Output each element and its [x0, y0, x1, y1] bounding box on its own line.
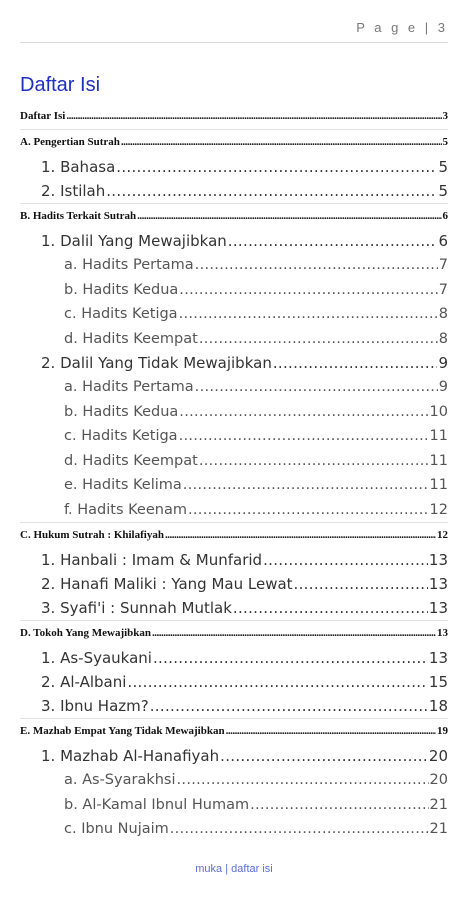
toc-entry-page-number: 11 [429, 452, 448, 469]
toc-dot-leader [273, 351, 438, 375]
toc-entry-page-number: 3 [442, 110, 448, 122]
toc-entry-label: 2. Hanafi Maliki : Yang Mau Lewat [41, 575, 293, 593]
toc-dot-leader [294, 572, 428, 596]
toc-entry-page-number: 21 [429, 821, 448, 837]
toc-entry-label: 2. Dalil Yang Tidak Mewajibkan [41, 354, 272, 372]
toc-entry-page-number: 10 [429, 403, 448, 420]
toc-dot-leader [177, 768, 429, 793]
toc-section-entry[interactable] [20, 718, 448, 744]
toc-subsection-entry[interactable] [20, 229, 448, 253]
toc-entry-page-number: 15 [428, 673, 448, 691]
toc-dot-leader [233, 596, 428, 620]
toc-dot-leader [188, 498, 429, 523]
toc-dot-leader [220, 744, 428, 768]
toc-dot-leader [153, 646, 428, 670]
toc-dot-leader [152, 621, 436, 646]
toc-dot-leader [121, 130, 442, 155]
toc-item-entry[interactable] [20, 449, 448, 474]
toc-dot-leader [228, 229, 438, 253]
toc-entry-page-number: 18 [428, 697, 448, 715]
toc-entry-page-number: 9 [438, 354, 448, 372]
toc-entry-label: a. Hadits Pertama [64, 379, 194, 395]
toc-entry-label: e. Hadits Kelima [64, 477, 182, 493]
toc-entry-label: b. Al-Kamal Ibnul Humam [64, 796, 250, 813]
toc-item-entry[interactable] [20, 498, 448, 523]
toc-section-entry[interactable] [20, 203, 448, 229]
toc-entry-page-number: 13 [428, 575, 448, 593]
toc-entry-label: a. As-Syarakhsi [64, 772, 176, 788]
toc-subsection-entry[interactable] [20, 155, 448, 179]
toc-entry-page-number: 12 [429, 501, 448, 518]
toc-entry-page-number: 20 [428, 747, 448, 765]
toc-subsection-entry[interactable] [20, 548, 448, 572]
toc-dot-leader [263, 548, 428, 572]
toc-entry-page-number: 11 [429, 477, 448, 493]
toc-entry-label: D. Tokoh Yang Mewajibkan [20, 627, 152, 639]
toc-entry-page-number: 13 [437, 627, 448, 639]
toc-entry-label: A. Pengertian Sutrah [20, 136, 120, 148]
toc-section-entry[interactable] [20, 104, 448, 129]
toc-item-entry[interactable] [20, 793, 448, 818]
toc-entry-page-number: 5 [442, 136, 448, 148]
toc-item-entry[interactable] [20, 253, 448, 278]
toc-dot-leader [183, 473, 429, 498]
toc-entry-label: c. Hadits Ketiga [64, 306, 178, 322]
toc-entry-page-number: 5 [438, 182, 448, 200]
toc-entry-label: c. Ibnu Nujaim [64, 821, 169, 837]
toc-entry-label: d. Hadits Keempat [64, 452, 198, 469]
toc-entry-page-number: 20 [429, 772, 448, 788]
toc-entry-page-number: 7 [438, 281, 448, 298]
toc-entry-label: 1. Bahasa [41, 158, 116, 176]
toc-entry-label: Daftar Isi [20, 110, 66, 122]
footer-nav [0, 863, 468, 875]
toc-dot-leader [179, 278, 437, 303]
toc-item-entry[interactable] [20, 817, 448, 842]
page-title: Daftar Isi [20, 74, 101, 96]
toc-dot-leader [195, 253, 438, 278]
toc-section-entry[interactable] [20, 620, 448, 646]
toc-entry-label: a. Hadits Pertama [64, 257, 194, 273]
toc-entry-page-number: 13 [428, 551, 448, 569]
toc-entry-page-number: 7 [438, 257, 448, 273]
toc-dot-leader [66, 104, 441, 129]
toc-dot-leader [179, 400, 428, 425]
toc-item-entry[interactable] [20, 400, 448, 425]
toc-entry-label: E. Mazhab Empat Yang Tidak Mewajibkan [20, 725, 225, 737]
toc-entry-label: 3. Syafi'i : Sunnah Mutlak [41, 599, 232, 617]
toc-dot-leader [199, 327, 438, 352]
toc-entry-page-number: 9 [438, 379, 448, 395]
toc-entry-label: f. Hadits Keenam [64, 501, 187, 518]
page-header [20, 20, 448, 43]
toc-entry-page-number: 13 [428, 599, 448, 617]
toc-entry-label: 2. Al-Albani [41, 673, 127, 691]
toc-dot-leader [106, 179, 437, 203]
toc-entry-page-number: 6 [442, 210, 448, 222]
toc-section-entry[interactable] [20, 522, 448, 548]
toc-entry-page-number: 8 [438, 306, 448, 322]
toc-entry-page-number: 5 [438, 158, 448, 176]
toc-dot-leader [127, 670, 427, 694]
toc-dot-leader [195, 375, 438, 400]
toc-entry-page-number: 13 [428, 649, 448, 667]
toc-item-entry[interactable] [20, 302, 448, 327]
toc-dot-leader [150, 694, 428, 718]
toc-entry-page-number: 8 [438, 330, 448, 347]
toc-dot-leader [179, 302, 438, 327]
toc-subsection-entry[interactable] [20, 572, 448, 596]
toc-entry-label: 1. Hanbali : Imam & Munfarid [41, 551, 263, 569]
toc-subsection-entry[interactable] [20, 670, 448, 694]
footer-separator: | [222, 863, 232, 875]
toc-entry-label: b. Hadits Kedua [64, 281, 179, 298]
toc-dot-leader [137, 204, 441, 229]
toc-item-entry[interactable] [20, 424, 448, 449]
toc-dot-leader [250, 793, 428, 818]
toc-subsection-entry[interactable] [20, 596, 448, 620]
toc-entry-label: d. Hadits Keempat [64, 330, 198, 347]
toc-dot-leader [116, 155, 437, 179]
toc-subsection-entry[interactable] [20, 351, 448, 375]
footer-link-daftar-isi[interactable]: daftar isi [231, 863, 273, 875]
toc-section-entry[interactable] [20, 129, 448, 155]
toc-entry-label: c. Hadits Ketiga [64, 428, 178, 444]
toc-dot-leader [179, 424, 429, 449]
toc-dot-leader [199, 449, 429, 474]
toc-entry-label: 2. Istilah [41, 182, 106, 200]
toc-entry-label: B. Hadits Terkait Sutrah [20, 210, 137, 222]
table-of-contents [20, 104, 448, 842]
toc-entry-page-number: 21 [429, 796, 448, 813]
toc-entry-page-number: 19 [437, 725, 448, 737]
toc-entry-page-number: 12 [437, 529, 448, 541]
toc-item-entry[interactable] [20, 278, 448, 303]
toc-item-entry[interactable] [20, 768, 448, 793]
toc-entry-label: 1. Dalil Yang Mewajibkan [41, 232, 227, 250]
toc-dot-leader [226, 719, 436, 744]
toc-entry-label: 3. Ibnu Hazm? [41, 697, 149, 715]
toc-subsection-entry[interactable] [20, 694, 448, 718]
footer-link-muka[interactable]: muka [195, 863, 223, 875]
toc-entry-page-number: 6 [438, 232, 448, 250]
toc-item-entry[interactable] [20, 473, 448, 498]
toc-entry-label: 1. As-Syaukani [41, 649, 152, 667]
toc-item-entry[interactable] [20, 375, 448, 400]
page-number-label: P a g e | 3 [356, 20, 448, 35]
toc-item-entry[interactable] [20, 327, 448, 352]
toc-dot-leader [170, 817, 429, 842]
toc-subsection-entry[interactable] [20, 179, 448, 203]
toc-subsection-entry[interactable] [20, 744, 448, 768]
toc-entry-page-number: 11 [429, 428, 448, 444]
toc-entry-label: 1. Mazhab Al-Hanafiyah [41, 747, 220, 765]
toc-subsection-entry[interactable] [20, 646, 448, 670]
toc-entry-label: C. Hukum Sutrah : Khilafiyah [20, 529, 164, 541]
toc-entry-label: b. Hadits Kedua [64, 403, 179, 420]
toc-dot-leader [165, 523, 436, 548]
